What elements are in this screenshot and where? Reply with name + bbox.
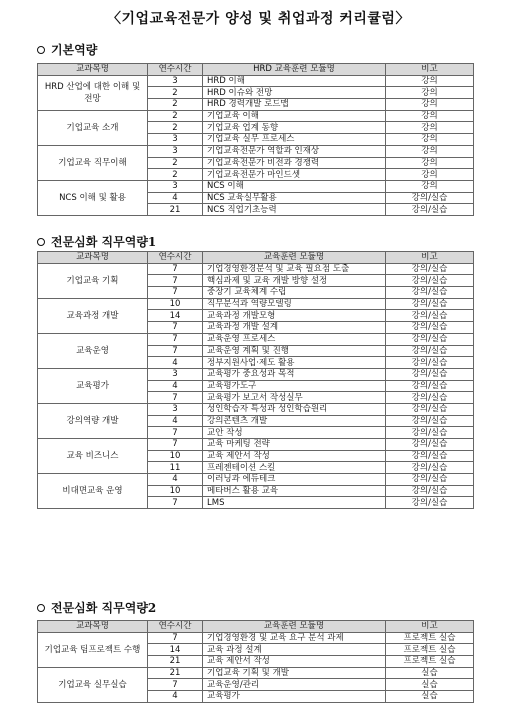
table-row	[38, 667, 474, 679]
module-cell: 기업교육전문가 마인드셋	[203, 169, 386, 181]
note-cell: 강의	[386, 134, 474, 146]
column-header: 교과목명	[38, 252, 148, 264]
hours-cell: 2	[148, 169, 203, 181]
table-header-row	[38, 252, 474, 264]
note-cell: 강의/실습	[386, 380, 474, 392]
note-cell: 강의	[386, 110, 474, 122]
note-cell: 강의/실습	[386, 298, 474, 310]
note-cell: 강의	[386, 99, 474, 111]
hours-cell: 2	[148, 87, 203, 99]
hours-cell: 14	[148, 310, 203, 322]
note-cell: 강의/실습	[386, 192, 474, 204]
table-header-row	[38, 64, 474, 76]
table-row	[38, 180, 474, 192]
note-cell: 강의/실습	[386, 485, 474, 497]
note-cell: 강의/실습	[386, 322, 474, 334]
note-cell: 실습	[386, 679, 474, 691]
column-header: 교과목명	[38, 621, 148, 633]
module-cell: 기업교육 업계 동향	[203, 122, 386, 134]
module-cell: 중장기 교육체계 수립	[203, 287, 386, 299]
section-heading	[37, 599, 156, 616]
module-cell: 교육평가 중요성과 목적	[203, 368, 386, 380]
subject-cell: 교육과정 개발	[38, 298, 148, 333]
note-cell: 강의	[386, 75, 474, 87]
note-cell: 실습	[386, 691, 474, 703]
module-cell: 교육평가 보고서 작성실무	[203, 392, 386, 404]
hours-cell: 10	[148, 450, 203, 462]
module-cell: 이러닝과 에듀테크	[203, 474, 386, 486]
hours-cell: 4	[148, 415, 203, 427]
note-cell: 강의/실습	[386, 287, 474, 299]
curriculum-table	[37, 63, 474, 216]
section-heading-text: 전문심화 직무역량1	[51, 235, 157, 249]
table-row	[38, 145, 474, 157]
note-cell: 강의/실습	[386, 450, 474, 462]
section-heading-text: 기본역량	[51, 43, 98, 57]
table-row	[38, 403, 474, 415]
hours-cell: 7	[148, 392, 203, 404]
module-cell: 기업교육 이해	[203, 110, 386, 122]
note-cell: 강의	[386, 87, 474, 99]
subject-cell: HRD 산업에 대한 이해 및 전망	[38, 75, 148, 110]
hours-cell: 2	[148, 99, 203, 111]
note-cell: 강의/실습	[386, 204, 474, 216]
note-cell: 강의	[386, 145, 474, 157]
hours-cell: 4	[148, 192, 203, 204]
curriculum-table	[37, 620, 474, 703]
column-header: 연수시간	[148, 621, 203, 633]
column-header: 비고	[386, 621, 474, 633]
hours-cell: 4	[148, 357, 203, 369]
section-heading-text: 전문심화 직무역량2	[51, 601, 157, 615]
circle-bullet-icon	[37, 46, 45, 54]
hours-cell: 7	[148, 275, 203, 287]
curriculum-table	[37, 251, 474, 509]
table-row	[38, 298, 474, 310]
hours-cell: 2	[148, 110, 203, 122]
module-cell: 교육운영 프로세스	[203, 333, 386, 345]
module-cell: HRD 이슈와 전망	[203, 87, 386, 99]
module-cell: 기업교육전문가 비전과 경쟁력	[203, 157, 386, 169]
module-cell: 성인학습자 특성과 성인학습원리	[203, 403, 386, 415]
note-cell: 강의/실습	[386, 415, 474, 427]
module-cell: 기업경영환경 및 교육 요구 분석 과제	[203, 632, 386, 644]
hours-cell: 7	[148, 439, 203, 451]
subject-cell: 교육운영	[38, 333, 148, 368]
circle-bullet-icon	[37, 238, 45, 246]
column-header: 연수시간	[148, 252, 203, 264]
table-row	[38, 110, 474, 122]
module-cell: 교육운영/관리	[203, 679, 386, 691]
hours-cell: 21	[148, 667, 203, 679]
section-heading	[37, 41, 97, 58]
subject-cell: 기업교육 기획	[38, 263, 148, 298]
hours-cell: 21	[148, 656, 203, 668]
module-cell: 교육운영 계획 및 진행	[203, 345, 386, 357]
hours-cell: 3	[148, 368, 203, 380]
note-cell: 강의/실습	[386, 439, 474, 451]
subject-cell: NCS 이해 및 활용	[38, 180, 148, 215]
hours-cell: 10	[148, 298, 203, 310]
hours-cell: 3	[148, 180, 203, 192]
note-cell: 강의/실습	[386, 462, 474, 474]
hours-cell: 11	[148, 462, 203, 474]
hours-cell: 7	[148, 632, 203, 644]
note-cell: 강의/실습	[386, 403, 474, 415]
module-cell: 기업교육 기획 및 개발	[203, 667, 386, 679]
note-cell: 강의	[386, 180, 474, 192]
note-cell: 실습	[386, 667, 474, 679]
subject-cell: 교육 비즈니스	[38, 439, 148, 474]
hours-cell: 7	[148, 263, 203, 275]
module-cell: 교육평가도구	[203, 380, 386, 392]
hours-cell: 3	[148, 75, 203, 87]
table-row	[38, 263, 474, 275]
column-header: 교육훈련 모듈명	[203, 621, 386, 633]
hours-cell: 7	[148, 679, 203, 691]
subject-cell: 비대면교육 운영	[38, 474, 148, 509]
hours-cell: 2	[148, 157, 203, 169]
table-row	[38, 368, 474, 380]
hours-cell: 3	[148, 145, 203, 157]
page-title: 〈기업교육전문가 양성 및 취업과정 커리큘럼〉	[107, 11, 410, 27]
module-cell: 핵심과제 및 교육 개발 방향 설정	[203, 275, 386, 287]
module-cell: HRD 경력개발 로드맵	[203, 99, 386, 111]
module-cell: 강의콘텐츠 개발	[203, 415, 386, 427]
table-row	[38, 474, 474, 486]
module-cell: 메타버스 활용 교육	[203, 485, 386, 497]
module-cell: 기업경영환경분석 및 교육 필요점 도출	[203, 263, 386, 275]
module-cell: HRD 이해	[203, 75, 386, 87]
note-cell: 강의/실습	[386, 333, 474, 345]
hours-cell: 14	[148, 644, 203, 656]
hours-cell: 4	[148, 691, 203, 703]
hours-cell: 2	[148, 122, 203, 134]
note-cell: 강의	[386, 169, 474, 181]
module-cell: LMS	[203, 497, 386, 509]
hours-cell: 21	[148, 204, 203, 216]
hours-cell: 4	[148, 380, 203, 392]
column-header: 비고	[386, 64, 474, 76]
module-cell: 교안 작성	[203, 427, 386, 439]
subject-cell: 기업교육 팀프로젝트 수행	[38, 632, 148, 667]
module-cell: NCS 직업기초능력	[203, 204, 386, 216]
note-cell: 강의	[386, 157, 474, 169]
column-header: 교육훈련 모듈명	[203, 252, 386, 264]
hours-cell: 7	[148, 333, 203, 345]
table-row	[38, 632, 474, 644]
note-cell: 강의/실습	[386, 392, 474, 404]
hours-cell: 4	[148, 474, 203, 486]
module-cell: 기업교육전문가 역할과 인재상	[203, 145, 386, 157]
module-cell: 교육 제안서 작성	[203, 450, 386, 462]
module-cell: NCS 이해	[203, 180, 386, 192]
note-cell: 강의/실습	[386, 263, 474, 275]
module-cell: 프레젠테이션 스킬	[203, 462, 386, 474]
column-header: 교과목명	[38, 64, 148, 76]
hours-cell: 3	[148, 403, 203, 415]
hours-cell: 7	[148, 345, 203, 357]
note-cell: 강의/실습	[386, 345, 474, 357]
column-header: 비고	[386, 252, 474, 264]
module-cell: 교육과정 개발 설계	[203, 322, 386, 334]
module-cell: 직무분석과 역량모델링	[203, 298, 386, 310]
circle-bullet-icon	[37, 604, 45, 612]
table-row	[38, 75, 474, 87]
hours-cell: 7	[148, 287, 203, 299]
subject-cell: 교육평가	[38, 368, 148, 403]
note-cell: 프로젝트 실습	[386, 644, 474, 656]
hours-cell: 7	[148, 497, 203, 509]
module-cell: 교육 과정 설계	[203, 644, 386, 656]
note-cell: 강의	[386, 122, 474, 134]
table-row	[38, 439, 474, 451]
hours-cell: 7	[148, 427, 203, 439]
column-header: 연수시간	[148, 64, 203, 76]
module-cell: NCS 교육실무활용	[203, 192, 386, 204]
hours-cell: 7	[148, 322, 203, 334]
note-cell: 강의/실습	[386, 310, 474, 322]
note-cell: 강의/실습	[386, 357, 474, 369]
module-cell: 정부지원사업·제도 활용	[203, 357, 386, 369]
module-cell: 교육평가	[203, 691, 386, 703]
module-cell: 교육과정 개발모형	[203, 310, 386, 322]
hours-cell: 3	[148, 134, 203, 146]
note-cell: 강의/실습	[386, 497, 474, 509]
subject-cell: 강의역량 개발	[38, 403, 148, 438]
table-header-row	[38, 621, 474, 633]
hours-cell: 10	[148, 485, 203, 497]
note-cell: 강의/실습	[386, 474, 474, 486]
module-cell: 교육 마케팅 전략	[203, 439, 386, 451]
note-cell: 강의/실습	[386, 275, 474, 287]
note-cell: 강의/실습	[386, 368, 474, 380]
subject-cell: 기업교육 실무실습	[38, 667, 148, 702]
section-heading	[37, 233, 156, 250]
note-cell: 프로젝트 실습	[386, 656, 474, 668]
table-row	[38, 333, 474, 345]
subject-cell: 기업교육 소개	[38, 110, 148, 145]
column-header: HRD 교육훈련 모듈명	[203, 64, 386, 76]
subject-cell: 기업교육 직무이해	[38, 145, 148, 180]
note-cell: 강의/실습	[386, 427, 474, 439]
module-cell: 교육 제안서 작성	[203, 656, 386, 668]
note-cell: 프로젝트 실습	[386, 632, 474, 644]
module-cell: 기업교육 실무 프로세스	[203, 134, 386, 146]
